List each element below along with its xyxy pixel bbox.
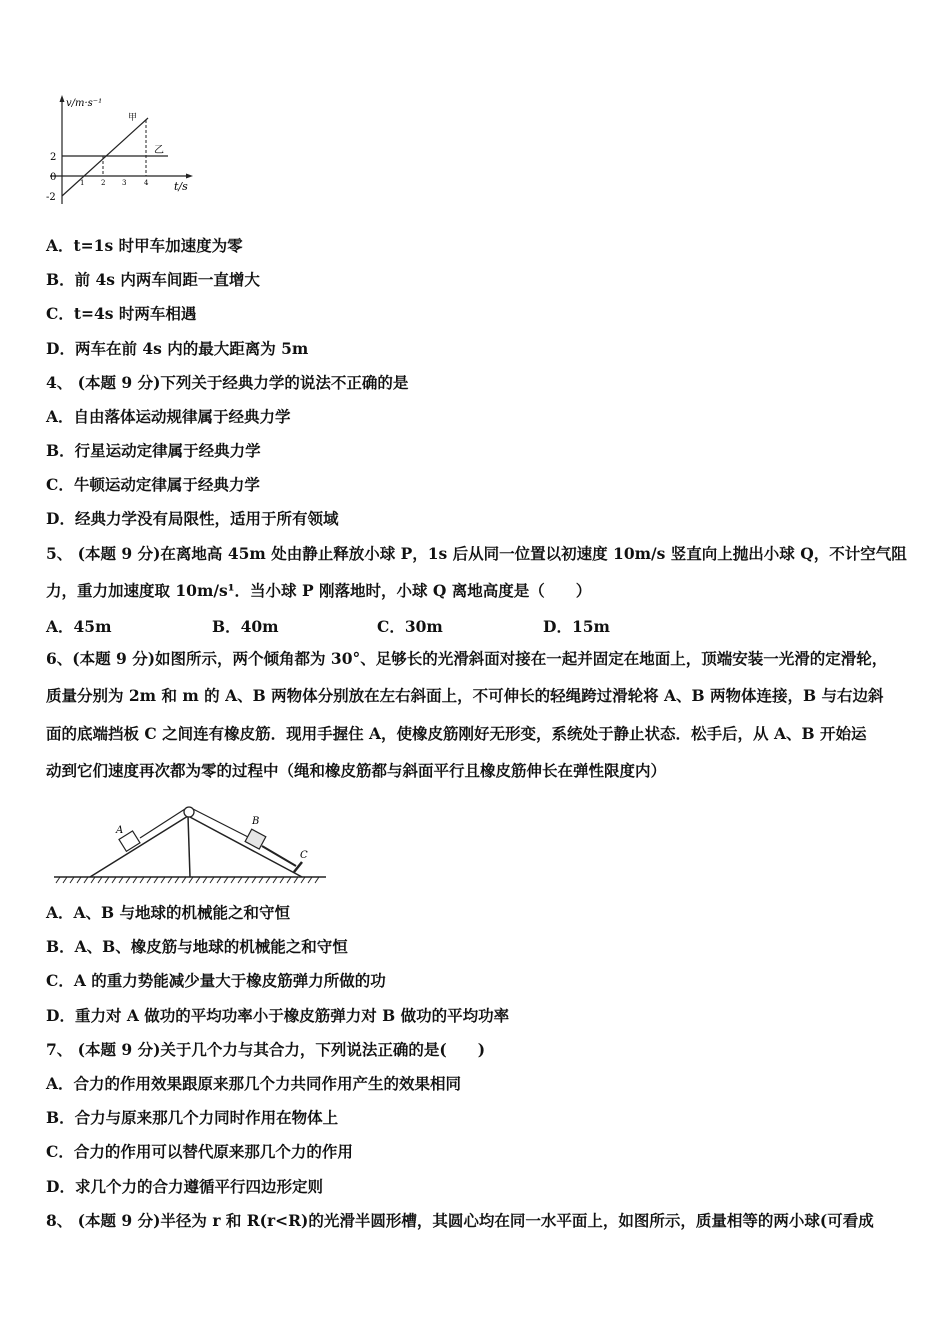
q3-option-c: C．t=4s 时两车相遇	[46, 304, 197, 323]
rope-left	[140, 809, 185, 838]
q6-option-a: A．A、B 与地球的机械能之和守恒	[46, 903, 291, 922]
y-axis-label: v/m·s⁻¹	[66, 98, 103, 109]
q7-option-a: A．合力的作用效果跟原来那几个力共同作用产生的效果相同	[46, 1074, 462, 1093]
center-post	[188, 816, 190, 877]
velocity-time-graph	[40, 92, 210, 212]
q7-option-d: D．求几个力的合力遵循平行四边形定则	[46, 1177, 323, 1196]
x-axis-label: t/s	[174, 180, 188, 193]
tick-y-2: 2	[50, 152, 57, 163]
q4-option-c: C．牛顿运动定律属于经典力学	[46, 475, 260, 494]
q3-option-a: A．t=1s 时甲车加速度为零	[46, 236, 243, 255]
q4-option-d: D．经典力学没有局限性，适用于所有领域	[46, 509, 339, 528]
q5-option-c: C．30m	[377, 617, 443, 636]
q3-option-b: B．前 4s 内两车间距一直增大	[46, 270, 260, 289]
q6-option-c: C．A 的重力势能减少量大于橡皮筋弹力所做的功	[46, 971, 386, 990]
v-axis-arrow	[60, 95, 65, 102]
q5-option-d: D．15m	[543, 617, 610, 636]
q6-option-d: D．重力对 A 做功的平均功率小于橡皮筋弹力对 B 做功的平均功率	[46, 1006, 510, 1025]
q6-stem-line2: 质量分别为 2m 和 m 的 A、B 两物体分别放在左右斜面上，不可伸长的轻绳跨过滑轮将 A、B 两物体连接，B 与右边斜	[46, 686, 884, 705]
q7-option-b: B．合力与原来那几个力同时作用在物体上	[46, 1108, 339, 1127]
q6-stem-line3: 面的底端挡板 C 之间连有橡皮筋．现用手握住 A，使橡皮筋刚好无形变，系统处于静止状态．松手后，从 A、B 开始运	[46, 724, 867, 743]
jia-label: 甲	[128, 113, 138, 123]
q5-stem-line2: 力，重力加速度取 10m/s¹．当小球 P 刚落地时，小球 Q 离地高度是（ ）	[46, 581, 592, 600]
ground-hatch	[56, 877, 319, 883]
q4-stem: 4、 (本题 9 分)下列关于经典力学的说法不正确的是	[46, 373, 409, 392]
incline-right	[188, 816, 302, 877]
tick-y-neg2: -2	[46, 192, 56, 203]
q4-option-b: B．行星运动定律属于经典力学	[46, 441, 261, 460]
pulley	[184, 807, 194, 817]
q7-stem: 7、 (本题 9 分)关于几个力与其合力，下列说法正确的是( )	[46, 1040, 486, 1059]
rubber-band	[262, 846, 296, 866]
q4-option-a: A．自由落体运动规律属于经典力学	[46, 407, 291, 426]
yi-label: 乙	[154, 145, 164, 156]
fig-label-a: A	[116, 825, 124, 836]
q3-option-d: D．两车在前 4s 内的最大距离为 5m	[46, 339, 309, 358]
q5-option-a: A．45m	[46, 617, 112, 636]
tick-x-2: 2	[101, 179, 106, 187]
tick-y-0: 0	[50, 172, 57, 183]
q5-option-b: B．40m	[212, 617, 279, 636]
inclined-planes-figure	[50, 800, 330, 890]
t-axis-arrow	[186, 174, 193, 179]
q6-option-b: B．A、B、橡皮筋与地球的机械能之和守恒	[46, 937, 348, 956]
q6-stem-line4: 动到它们速度再次都为零的过程中（绳和橡皮筋都与斜面平行且橡皮筋伸长在弹性限度内）	[46, 761, 667, 780]
tick-x-4: 4	[144, 179, 149, 187]
fig-label-b: B	[252, 816, 260, 827]
tick-x-3: 3	[122, 179, 127, 187]
q7-option-c: C．合力的作用可以替代原来那几个力的作用	[46, 1142, 353, 1161]
fig-label-c: C	[300, 850, 308, 861]
incline-left	[90, 816, 188, 877]
q8-stem-line1: 8、 (本题 9 分)半径为 r 和 R(r<R)的光滑半圆形槽，其圆心均在同一水平面上，如图所示，质量相等的两小球(可看成	[46, 1211, 874, 1230]
tick-x-1: 1	[80, 179, 85, 187]
q5-stem-line1: 5、 (本题 9 分)在离地高 45m 处由静止释放小球 P，1s 后从同一位置以初速度 10m/s 竖直向上抛出小球 Q，不计空气阻	[46, 544, 907, 563]
stopper-c	[294, 862, 302, 872]
q6-stem-line1: 6、(本题 9 分)如图所示，两个倾角都为 30°、足够长的光滑斜面对接在一起并固定在地面上，顶端安装一光滑的定滑轮，	[46, 649, 888, 668]
